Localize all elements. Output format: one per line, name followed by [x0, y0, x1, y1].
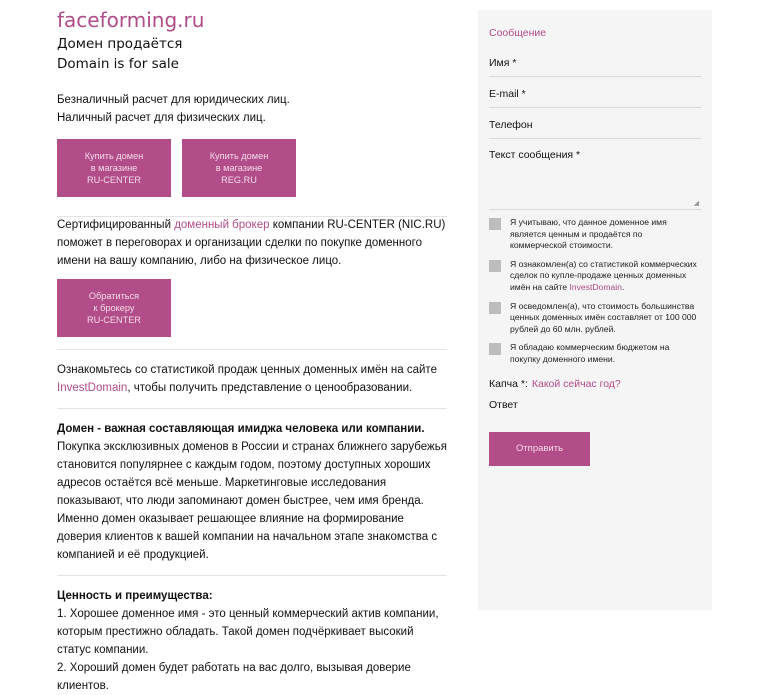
article	[57, 420, 447, 564]
values-item: 2. Хороший домен будет работать на вас долго, вызывая доверие клиентов.	[57, 662, 411, 692]
button-line: RU-CENTER	[86, 315, 142, 325]
stats-paragraph	[57, 361, 447, 397]
checkbox-statistics[interactable]	[489, 259, 701, 294]
answer-field[interactable]	[489, 398, 701, 412]
payment-line-individual: Наличный расчет для физических лиц.	[57, 112, 266, 124]
button-line: в магазине	[215, 163, 263, 173]
article-heading: Домен - важная составляющая имиджа человека или компании.	[57, 423, 425, 435]
button-line: REG.RU	[221, 175, 257, 185]
values-item: 1. Хорошее доменное имя - это ценный коммерческий актив компании, которым престижно обладать. Такой домен подчёркивает высокий статус компании.	[57, 608, 439, 656]
phone-field[interactable]	[489, 118, 701, 139]
broker-text-post: компании RU-CENTER (NIC.RU) поможет в переговорах и организации сделки по покупке доменного имени на вашу компанию, либо на физическое лицо.	[57, 219, 446, 267]
button-line: Купить домен	[209, 151, 269, 161]
values-section	[57, 587, 447, 695]
checkbox-text: .	[621, 281, 625, 292]
contact-form	[478, 10, 712, 610]
stats-text-post: , чтобы получить представление о ценообразовании.	[127, 382, 413, 394]
checkbox-price-range[interactable]	[489, 301, 701, 336]
checkbox-commercial-value[interactable]	[489, 217, 701, 252]
button-line: Купить домен	[84, 151, 144, 161]
article-body: Покупка эксклюзивных доменов в России и странах ближнего зарубежья становится популярнее с каждым годом, поэтому доступных хороших адресов остаётся всё меньше. Маркетинговые исследования показывают, что люди запоминают домен быстрее, чем имя бренда. Именно домен оказывает решающее влияние на формирование доверия клиентов к вашей компании на начальном этапе знакомства с компанией и её продукцией.	[57, 441, 447, 561]
checkbox[interactable]	[489, 302, 501, 314]
button-line: RU-CENTER	[86, 175, 142, 185]
broker-text-pre: Сертифицированный	[57, 219, 175, 231]
divider	[57, 349, 447, 350]
broker-text	[57, 216, 447, 270]
checkbox-label: Я обладаю коммерческим бюджетом на покупку доменного имени.	[510, 342, 670, 364]
button-line: Обратиться	[88, 291, 140, 301]
investdomain-link[interactable]: InvestDomain	[57, 382, 128, 394]
checkbox-label: Я осведомлен(а), что стоимость большинства ценных доменных имён составляет от 100 000 рублей до 60 млн. рублей.	[510, 300, 697, 334]
stats-text-pre: Ознакомьтесь со статистикой продаж ценных доменных имён на сайте	[57, 364, 437, 376]
contact-broker-button[interactable]	[57, 279, 171, 337]
email-field[interactable]	[489, 87, 701, 108]
checkbox[interactable]	[489, 343, 501, 355]
buy-reg-ru-button[interactable]	[182, 139, 296, 197]
name-field[interactable]	[489, 56, 701, 77]
buy-buttons	[57, 139, 447, 197]
message-label: Текст сообщения *	[489, 149, 581, 161]
payment-info	[57, 91, 447, 127]
checkbox-label: Я учитываю, что данное доменное имя является ценным и продаётся по коммерческой стоимости.	[510, 217, 667, 251]
phone-input[interactable]	[489, 138, 701, 139]
captcha-row	[489, 377, 701, 391]
resize-handle-icon[interactable]: ◢	[693, 200, 699, 207]
checkbox-label	[510, 259, 701, 294]
investdomain-form-link[interactable]: InvestDomain	[569, 281, 622, 292]
sale-heading-en: Domain is for sale	[57, 56, 179, 72]
submit-button[interactable]: Отправить	[489, 432, 590, 466]
answer-label: Ответ	[489, 398, 518, 411]
captcha-question: Какой сейчас год?	[531, 377, 621, 390]
button-line: к брокеру	[93, 303, 135, 313]
email-input[interactable]	[489, 107, 701, 108]
payment-line-legal: Безналичный расчет для юридических лиц.	[57, 94, 290, 106]
site-title: faceforming.ru	[57, 8, 205, 32]
message-field[interactable]	[489, 148, 701, 210]
checkbox[interactable]	[489, 260, 501, 272]
checkbox-budget[interactable]	[489, 342, 701, 365]
form-title: Сообщение	[489, 27, 547, 39]
phone-label: Телефон	[489, 119, 533, 131]
checkbox-text: Я ознакомлен(а) со статистикой коммерческих сделок по купле-продаже ценных доменных имён на сайте	[510, 258, 697, 292]
broker-link[interactable]: доменный брокер	[174, 219, 270, 231]
message-textarea[interactable]	[489, 162, 701, 210]
name-input[interactable]	[489, 76, 701, 77]
buy-ru-center-button[interactable]	[57, 139, 171, 197]
email-label: E-mail *	[489, 88, 526, 100]
name-label: Имя *	[489, 57, 517, 69]
button-line: в магазине	[90, 163, 138, 173]
divider	[57, 575, 447, 576]
checkbox[interactable]	[489, 218, 501, 230]
values-heading: Ценность и преимущества:	[57, 590, 213, 602]
main-content	[57, 8, 447, 695]
sale-heading-ru: Домен продаётся	[57, 36, 183, 52]
captcha-label: Капча *:	[489, 377, 528, 390]
divider	[57, 408, 447, 409]
